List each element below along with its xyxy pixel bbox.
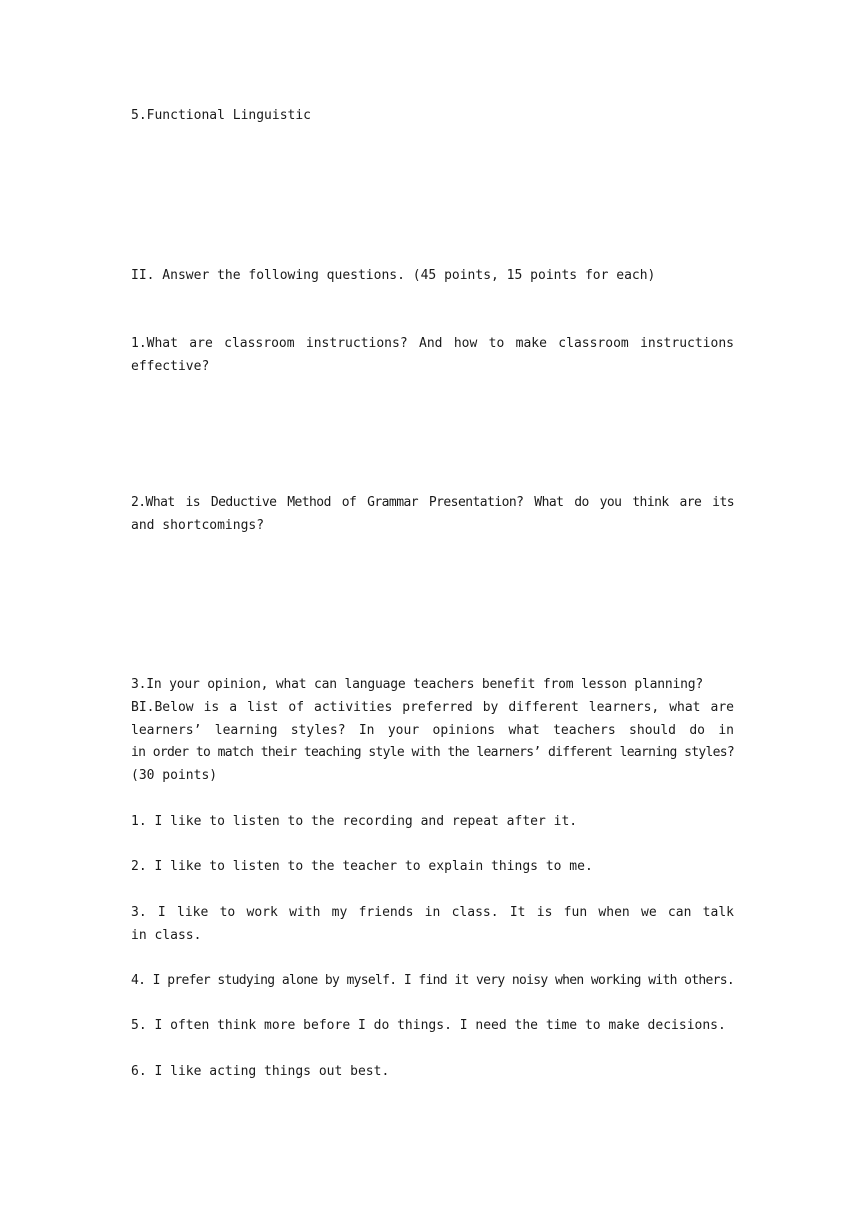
section-b-line-3: in order to match their teaching style with the learners’ different learning styles? xyxy=(131,745,734,760)
question-3: 3.In your opinion, what can language teachers benefit from lesson planning? xyxy=(131,677,703,692)
activity-3-line-1: 3. I like to work with my friends in class. It is fun when we can talk xyxy=(131,905,734,920)
question-1-line-1: 1.What are classroom instructions? And how to make classroom instructions xyxy=(131,336,734,351)
activity-5: 5. I often think more before I do things. I need the time to make decisions. xyxy=(131,1018,726,1033)
section-ii-heading: II. Answer the following questions. (45 points, 15 points for each) xyxy=(131,268,656,283)
section-b-line-1: BI.Below is a list of activities preferred by different learners, what are xyxy=(131,700,734,715)
activity-4: 4. I prefer studying alone by myself. I find it very noisy when working with others. xyxy=(131,973,734,988)
section-b-line-4: (30 points) xyxy=(131,768,218,783)
activity-2: 2. I like to listen to the teacher to explain things to me. xyxy=(131,859,593,874)
question-2-line-2: and shortcomings? xyxy=(131,518,265,533)
activity-6: 6. I like acting things out best. xyxy=(131,1064,390,1079)
section-b-line-2: learners’ learning styles? In your opinions what teachers should do in xyxy=(131,723,734,738)
question-1-line-2: effective? xyxy=(131,359,210,374)
question-2-line-1: 2.What is Deductive Method of Grammar Presentation? What do you think are its xyxy=(131,495,734,510)
section-item-5: 5.Functional Linguistic xyxy=(131,108,312,123)
activity-1: 1. I like to listen to the recording and repeat after it. xyxy=(131,814,578,829)
activity-3-line-2: in class. xyxy=(131,928,202,943)
